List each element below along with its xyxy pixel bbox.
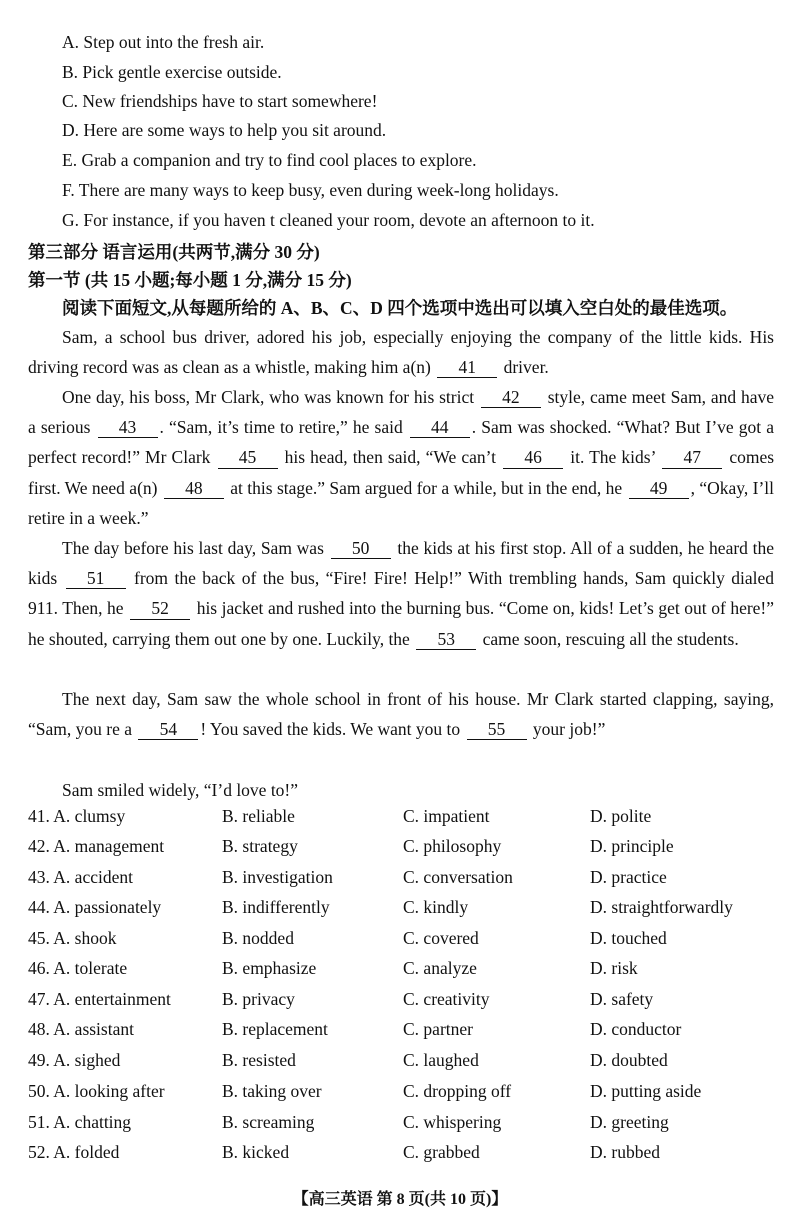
option-c: C. New friendships have to start somewhere! — [62, 91, 378, 111]
paragraph-3: The day before his last day, Sam was 50 the kids at his first stop. All of a sudden, he heard the kids 51 from the back of the bus, “Fire! Fire! Help!” With trembling hands, Sam quickly dialed 911. Then, he 52 his jacket and rushed into the burning bus. “Come on, kids! Let’s get out of here!” he shouted, carrying them out one by one. Luckily, the 53 came soon, rescuing all the students. — [28, 538, 775, 649]
question-51 — [28, 1112, 788, 1140]
choice-c: C. laughed — [403, 1050, 479, 1070]
choice-a: 48. A. assistant — [28, 1019, 134, 1039]
choice-d: D. doubted — [590, 1050, 668, 1070]
paragraph-4: The next day, Sam saw the whole school in front of his house. Mr Clark started clapping, saying, “Sam, you re a 54 ! You saved the kids. We want you to 55 your job!” — [28, 689, 774, 740]
choice-c: C. whispering — [403, 1112, 502, 1132]
blank-52: 52 — [130, 599, 190, 619]
option-f: F. There are many ways to keep busy, even during week-long holidays. — [62, 180, 559, 200]
choice-b: B. reliable — [222, 806, 295, 826]
choice-b: B. strategy — [222, 836, 298, 856]
choice-b: B. privacy — [222, 989, 295, 1009]
choice-a: 45. A. shook — [28, 928, 117, 948]
blank-45: 45 — [218, 448, 278, 468]
question-47 — [28, 989, 788, 1017]
blank-44: 44 — [410, 418, 470, 438]
choice-d: D. straightforwardly — [590, 897, 733, 917]
option-d: D. Here are some ways to help you sit around. — [62, 120, 387, 140]
question-42 — [28, 836, 788, 864]
choice-a: 51. A. chatting — [28, 1112, 132, 1132]
blank-50: 50 — [331, 539, 391, 559]
choice-a: 52. A. folded — [28, 1142, 120, 1162]
choice-a: 42. A. management — [28, 836, 165, 856]
choice-c: C. conversation — [403, 867, 513, 887]
blank-49: 49 — [629, 479, 689, 499]
blank-48: 48 — [164, 479, 224, 499]
choice-c: C. grabbed — [403, 1142, 480, 1162]
question-48 — [28, 1019, 788, 1047]
choice-c: C. partner — [403, 1019, 473, 1039]
choice-b: B. emphasize — [222, 958, 317, 978]
choice-d: D. safety — [590, 989, 654, 1009]
choice-d: D. greeting — [590, 1112, 669, 1132]
choice-a: 46. A. tolerate — [28, 958, 128, 978]
choice-a: 50. A. looking after — [28, 1081, 165, 1101]
choice-a: 47. A. entertainment — [28, 989, 171, 1009]
choice-b: B. replacement — [222, 1019, 328, 1039]
choice-d: D. rubbed — [590, 1142, 660, 1162]
paragraph-1: Sam, a school bus driver, adored his job, especially enjoying the company of the little kids. His driving record was as clean as a whistle, making him a(n) 41 driver. — [28, 327, 774, 378]
blank-41: 41 — [437, 358, 497, 378]
blank-47: 47 — [662, 448, 722, 468]
option-a: A. Step out into the fresh air. — [62, 32, 265, 52]
choice-b: B. indifferently — [222, 897, 330, 917]
choice-b: B. resisted — [222, 1050, 296, 1070]
choice-c: C. kindly — [403, 897, 469, 917]
choice-b: B. nodded — [222, 928, 294, 948]
question-43 — [28, 867, 788, 895]
question-44 — [28, 897, 788, 925]
choice-b: B. screaming — [222, 1112, 315, 1132]
choice-a: 44. A. passionately — [28, 897, 162, 917]
paragraph-5: Sam smiled widely, “I’d love to!” — [62, 780, 299, 800]
blank-54: 54 — [138, 720, 198, 740]
option-g: G. For instance, if you haven t cleaned your room, devote an afternoon to it. — [62, 210, 595, 230]
choice-c: C. dropping off — [403, 1081, 512, 1101]
choice-b: B. kicked — [222, 1142, 290, 1162]
section1-title: 第一节 (共 15 小题;每小题 1 分,满分 15 分) — [28, 270, 352, 290]
choice-d: D. putting aside — [590, 1081, 702, 1101]
part3-title: 第三部分 语言运用(共两节,满分 30 分) — [28, 242, 320, 262]
choice-b: B. taking over — [222, 1081, 322, 1101]
choice-d: D. conductor — [590, 1019, 682, 1039]
choice-a: 43. A. accident — [28, 867, 133, 887]
question-49 — [28, 1050, 788, 1078]
blank-51: 51 — [66, 569, 126, 589]
page-footer: 【高三英语 第 8 页(共 10 页)】 — [292, 1191, 508, 1208]
choice-c: C. impatient — [403, 806, 490, 826]
choice-c: C. philosophy — [403, 836, 502, 856]
option-b: B. Pick gentle exercise outside. — [62, 62, 282, 82]
choice-c: C. creativity — [403, 989, 490, 1009]
choice-c: C. analyze — [403, 958, 477, 978]
question-41 — [28, 806, 788, 834]
instruction: 阅读下面短文,从每题所给的 A、B、C、D 四个选项中选出可以填入空白处的最佳选项。 — [62, 298, 738, 318]
option-e: E. Grab a companion and try to find cool places to explore. — [62, 150, 477, 170]
question-45 — [28, 928, 788, 956]
choice-a: 49. A. sighed — [28, 1050, 121, 1070]
choice-b: B. investigation — [222, 867, 333, 887]
choice-c: C. covered — [403, 928, 479, 948]
question-50 — [28, 1081, 788, 1109]
question-46 — [28, 958, 788, 986]
blank-46: 46 — [503, 448, 563, 468]
blank-55: 55 — [467, 720, 527, 740]
blank-42: 42 — [481, 388, 541, 408]
choice-d: D. principle — [590, 836, 674, 856]
paragraph-2: One day, his boss, Mr Clark, who was known for his strict 42 style, came meet Sam, and have a serious 43 . “Sam, it’s time to retire,” he said 44 . Sam was shocked. “What? But I’ve got a perfect record!” Mr Clark 45 his head, then said, “We can’t 46 it. The kids’ 47 comes first. We need a(n) 48 at this stage.” Sam argued for a while, but in the end, he 49 , “Okay, I’ll retire in a week.” — [28, 387, 775, 528]
choice-d: D. polite — [590, 806, 652, 826]
choice-d: D. practice — [590, 867, 667, 887]
choice-a: 41. A. clumsy — [28, 806, 126, 826]
choice-d: D. risk — [590, 958, 638, 978]
question-52 — [28, 1142, 788, 1170]
choice-d: D. touched — [590, 928, 667, 948]
blank-53: 53 — [416, 630, 476, 650]
blank-43: 43 — [98, 418, 158, 438]
